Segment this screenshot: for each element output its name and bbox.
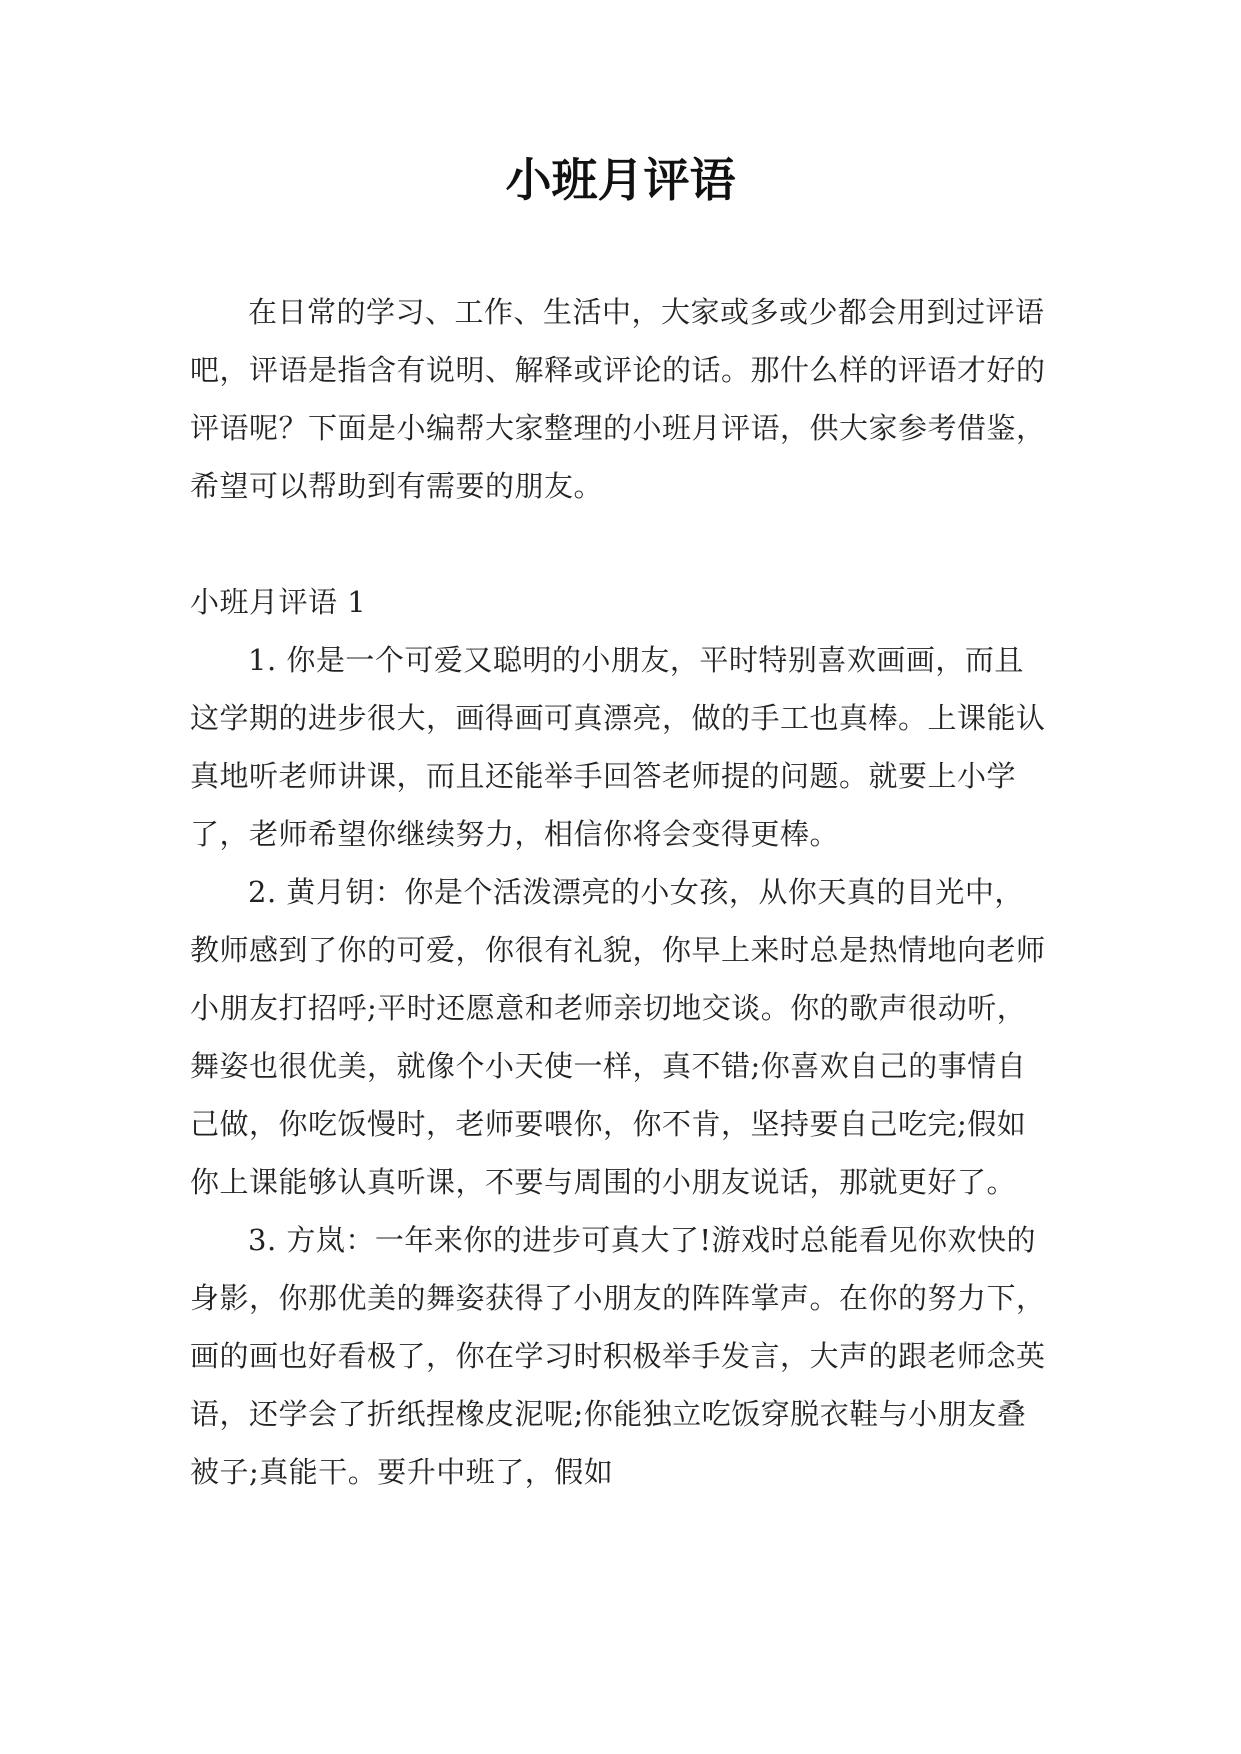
comment-item-1: 1. 你是一个可爱又聪明的小朋友，平时特别喜欢画画，而且这学期的进步很大，画得画可真漂亮，做的手工也真棒。上课能认真地听老师讲课，而且还能举手回答老师提的问题。就要上小学了，老师希望你继续努力，相信你将会变得更棒。 xyxy=(190,643,1046,851)
comment-item-2: 2. 黄月钥：你是个活泼漂亮的小女孩，从你天真的目光中，教师感到了你的可爱，你很有礼貌，你早上来时总是热情地向老师小朋友打招呼;平时还愿意和老师亲切地交谈。你的歌声很动听，舞姿也很优美，就像个小天使一样，真不错;你喜欢自己的事情自己做，你吃饭慢时，老师要喂你，你不肯，坚持要自己吃完;假如你上课能够认真听课，不要与周围的小朋友说话，那就更好了。 xyxy=(190,875,1046,1199)
section-heading: 小班月评语 1 xyxy=(190,585,367,619)
intro-paragraph: 在日常的学习、工作、生活中，大家或多或少都会用到过评语吧，评语是指含有说明、解释或评论的话。那什么样的评语才好的评语呢？下面是小编帮大家整理的小班月评语，供大家参考借鉴，希望可以帮助到有需要的朋友。 xyxy=(190,295,1046,503)
document-body xyxy=(190,283,1050,1501)
document-title: 小班月评语 xyxy=(505,153,736,207)
comment-item-3: 3. 方岚：一年来你的进步可真大了!游戏时总能看见你欢快的身影，你那优美的舞姿获得了小朋友的阵阵掌声。在你的努力下，画的画也好看极了，你在学习时积极举手发言，大声的跟老师念英语，还学会了折纸捏橡皮泥呢;你能独立吃饭穿脱衣鞋与小朋友叠被子;真能干。要升中班了，假如 xyxy=(190,1223,1046,1489)
paragraph-spacer xyxy=(190,515,1050,573)
